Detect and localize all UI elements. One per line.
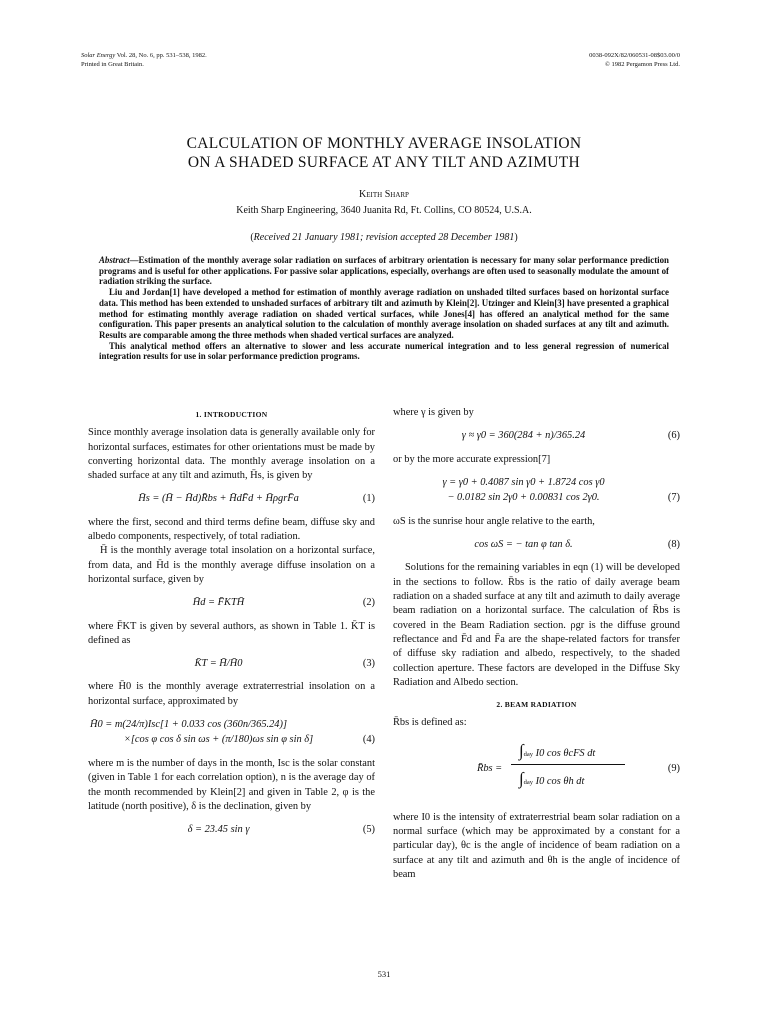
equation-expression-continued: − 0.0182 sin 2γ0 + 0.00831 cos 2γ0. bbox=[447, 491, 600, 503]
equation-2 bbox=[88, 596, 375, 610]
equation-3 bbox=[88, 657, 375, 671]
equation-expression: H̄d = F̄KTH̄ bbox=[192, 597, 245, 609]
equation-number: (6) bbox=[667, 430, 680, 442]
paragraph: where γ is given by bbox=[393, 407, 474, 418]
equation-number: (1) bbox=[362, 493, 375, 505]
paragraph: where the first, second and third terms define beam, diffuse sky and albedo components, respectively, of total radiation. bbox=[88, 516, 375, 543]
integral-limit: day bbox=[523, 750, 534, 758]
fraction-denominator bbox=[519, 768, 585, 790]
journal-header bbox=[81, 52, 207, 69]
equation-number: (4) bbox=[362, 734, 375, 746]
equation-1 bbox=[88, 492, 375, 506]
title-line-2: ON A SHADED SURFACE AT ANY TILT AND AZIMUTH bbox=[187, 154, 581, 171]
equation-expression: γ = γ0 + 0.4087 sin γ0 + 1.8724 cos γ0 bbox=[442, 476, 605, 488]
equation-lhs: R̄bs = bbox=[477, 762, 503, 774]
equation-number: (5) bbox=[362, 824, 375, 836]
equation-expression: H̄0 = m(24/π)Isc[1 + 0.033 cos (360n/365.24)] bbox=[90, 719, 288, 731]
equation-8 bbox=[393, 538, 680, 552]
equation-number: (2) bbox=[362, 597, 375, 609]
equation-expression: γ ≈ γ0 = 360(284 + n)/365.24 bbox=[461, 430, 586, 442]
abstract-paragraph-2: Liu and Jordan[1] have developed a method for estimation of monthly average radiation on unshaded tilted surfaces based on horizontal surface data. This method has been extended to unshaded surfaces of arbitrary tilt and azimuth by Klein[2]. Utzinger and Klein[3] have presented a graphical method for estimating monthly average radiation on shaded vertical surfaces, while Jones[4] has offered an analytical method for the same configuration. This paper presents an analytical solution to the calculation of monthly average insolation on shaded surfaces at any tilt and azimuth. Results are comparable among the three methods when shaded vertical surfaces are analyzed. bbox=[99, 287, 669, 340]
equation-number: (7) bbox=[667, 491, 680, 503]
integral-sign: ∫ bbox=[519, 740, 524, 760]
equation-6 bbox=[393, 429, 680, 443]
equation-number: (3) bbox=[362, 658, 375, 670]
received-open: ( bbox=[250, 232, 254, 243]
paragraph: ωS is the sunrise hour angle relative to the earth, bbox=[393, 515, 595, 527]
integral-sign: ∫ bbox=[519, 768, 524, 788]
equation-9 bbox=[393, 740, 680, 802]
equation-number: (8) bbox=[667, 539, 680, 551]
fraction-numerator bbox=[519, 740, 596, 762]
paragraph: where I0 is the intensity of extraterrestrial beam solar radiation on a normal surface (which may be approximated by a constant for a particular day), θc is the angle of incidence of beam radiation on a surface at any tilt and azimuth and θh is the angle of incidence of beam bbox=[393, 811, 680, 880]
received-dates bbox=[0, 232, 768, 243]
paper-title bbox=[60, 134, 708, 172]
journal-name: Solar Energy bbox=[81, 52, 116, 59]
left-column bbox=[88, 406, 375, 847]
paragraph: where m is the number of days in the month, Isc is the solar constant (given in Table 1 for each correlation option), n is the average day of the month recommended by Klein[2] and given in Table 2, φ is the latitude (north positive), δ is the declination, given by bbox=[88, 758, 375, 812]
author-name: Keith Sharp bbox=[359, 189, 409, 200]
equation-7 bbox=[393, 476, 680, 506]
abstract-paragraph-3: This analytical method offers an alternative to slower and less accurate numerical integration and to less general regression of numerical integration results for use in solar performance prediction programs. bbox=[99, 340, 669, 362]
section-heading-introduction: 1. INTRODUCTION bbox=[195, 410, 268, 419]
article-code: 0038-092X/82/060531-08$03.00/0 bbox=[589, 52, 680, 59]
fraction-bar bbox=[511, 764, 625, 765]
journal-citation: Vol. 28, No. 6, pp. 531–538, 1982. bbox=[115, 52, 207, 59]
paragraph: R̄bs is defined as: bbox=[393, 717, 467, 729]
paragraph: where F̄KT is given by several authors, as shown in Table 1. K̄T is defined as bbox=[88, 620, 375, 646]
section-heading-beam-radiation: 2. BEAM RADIATION bbox=[496, 700, 577, 710]
paragraph: where H̄0 is the monthly average extraterrestrial insolation on a horizontal surface, approximated by bbox=[88, 681, 375, 707]
paragraph: H̄ is the monthly average total insolation on a horizontal surface, from data, and H̄d is the monthly average diffuse insolation on a horizontal surface, given by bbox=[88, 545, 375, 585]
equation-5 bbox=[88, 823, 375, 837]
paragraph: Since monthly average insolation data is generally available only for horizontal surfaces, estimates for other orientations must be made by converting horizontal data. The monthly average insolation on a shaded surface at any tilt and azimuth, H̄s, is given by bbox=[88, 427, 375, 482]
page-number: 531 bbox=[377, 969, 391, 979]
received-text: Received 21 January 1981; revision accepted 28 December 1981 bbox=[253, 232, 515, 243]
numerator-expression: I0 cos θcFS dt bbox=[535, 747, 596, 759]
right-column bbox=[393, 406, 680, 882]
abstract-paragraph-1 bbox=[99, 255, 669, 287]
publisher-header bbox=[589, 52, 680, 69]
paragraph: Solutions for the remaining variables in eqn (1) will be developed in the sections to follow. R̄bs is the ratio of daily average beam radiation on a shaded surface at any tilt and azimuth to daily average beam radiation on a horizontal surface. The calculation of R̄bs is covered in the Beam Radiation section. ρgr is the diffuse ground reflectance and F̄d and F̄a are the shape-related factors for transfer of diffuse sky radiation and albedo, respectively, to the shaded collection aperture. These factors are developed in the Diffuse Sky Radiation and Albedo section. bbox=[393, 562, 680, 688]
equation-expression: K̄T = H̄/H̄0 bbox=[194, 658, 243, 670]
equation-expression-continued: ×[cos φ cos δ sin ωs + (π/180)ωs sin φ sin δ] bbox=[123, 734, 314, 746]
received-close: ) bbox=[514, 232, 518, 243]
integral-limit: day bbox=[523, 778, 534, 786]
equation-expression: H̄s = (H̄ − H̄d)R̄bs + H̄dF̄d + H̄ρgrF̄a bbox=[138, 493, 299, 505]
equation-expression: cos ωS = − tan φ tan δ. bbox=[474, 539, 573, 551]
printed-note: Printed in Great Britain. bbox=[81, 60, 144, 68]
abstract bbox=[99, 255, 669, 362]
equation-expression: δ = 23.45 sin γ bbox=[187, 824, 250, 836]
title-line-1: CALCULATION OF MONTHLY AVERAGE INSOLATION bbox=[186, 135, 582, 152]
copyright-note: © 1982 Pergamon Press Ltd. bbox=[604, 60, 680, 68]
equation-4 bbox=[88, 718, 375, 748]
author-affiliation: Keith Sharp Engineering, 3640 Juanita Rd, Ft. Collins, CO 80524, U.S.A. bbox=[236, 205, 532, 216]
paragraph: or by the more accurate expression[7] bbox=[393, 453, 551, 465]
abstract-text-1: —Estimation of the monthly average solar radiation on surfaces of arbitrary orientation is necessary for many solar performance prediction programs and is useful for other applications. For passive solar applications, especially, overhangs are often used to seasonally modulate the amount of radiation striking the surface. bbox=[99, 255, 669, 287]
fraction bbox=[393, 740, 654, 800]
equation-number: (9) bbox=[667, 762, 680, 774]
denominator-expression: I0 cos θh dt bbox=[535, 775, 585, 787]
abstract-label: Abstract bbox=[99, 255, 130, 265]
